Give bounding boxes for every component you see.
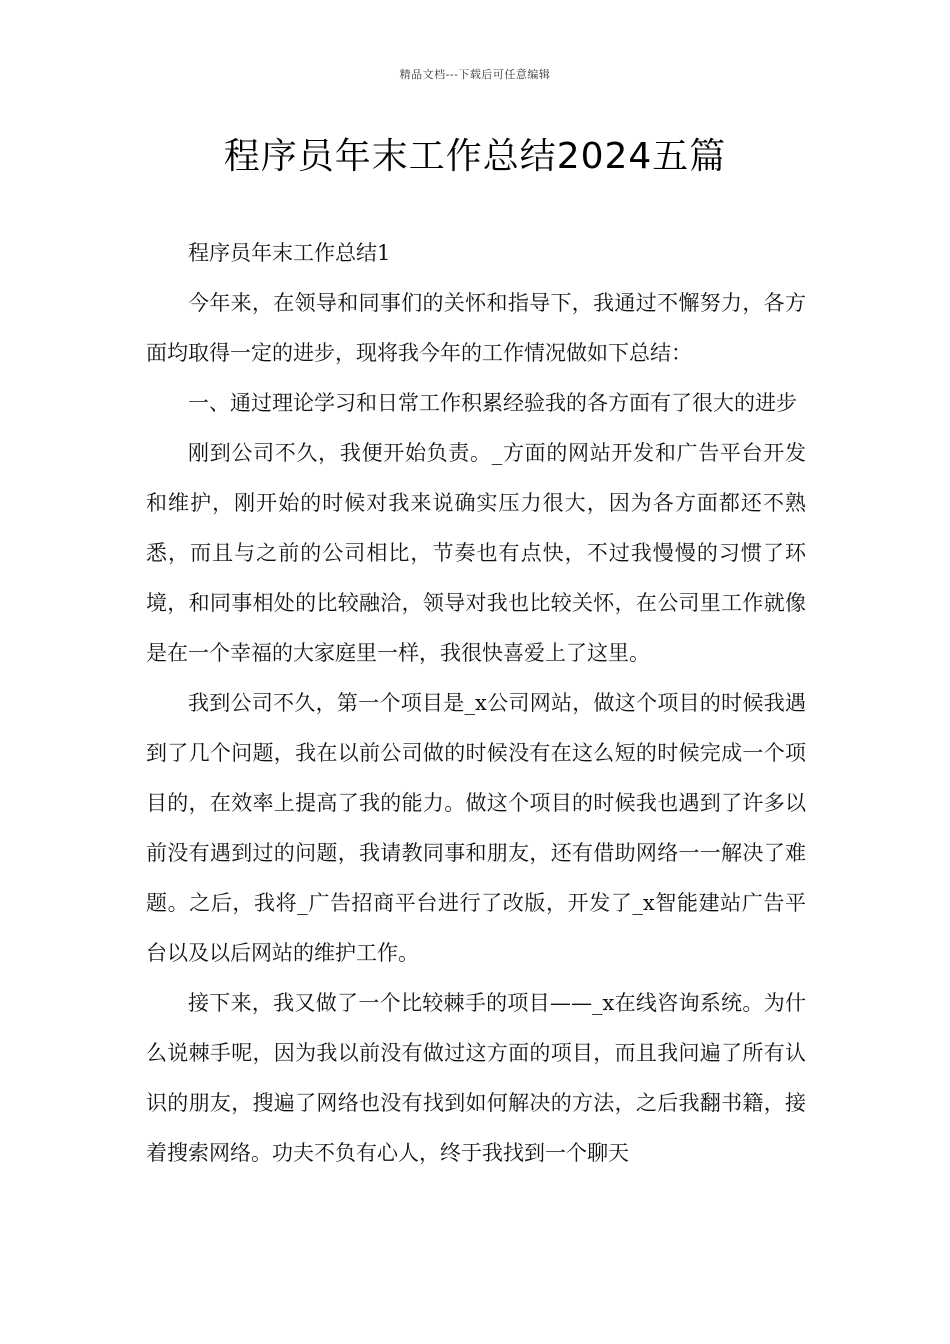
document-title: 程序员年末工作总结2024五篇	[223, 136, 727, 177]
header-note: 精品文档---下载后可任意编辑	[399, 68, 551, 81]
paragraph: 刚到公司不久，我便开始负责。_方面的网站开发和广告平台开发和维护，刚开始的时候对我来说确实压力很大，因为各方面都还不熟悉，而且与之前的公司相比，节奏也有点快，不过我慢慢的习惯了环境，和同事相处的比较融洽，领导对我也比较关怀，在公司里工作就像是在一个幸福的大家庭里一样，我很快喜爱上了这里。	[146, 441, 806, 665]
paragraph: 接下来，我又做了一个比较棘手的项目——_x在线咨询系统。为什么说棘手呢，因为我以前没有做过这方面的项目，而且我问遍了所有认识的朋友，搜遍了网络也没有找到如何解决的方法，之后我翻书籍，接着搜索网络。功夫不负有心人，终于我找到一个聊天	[146, 991, 806, 1165]
section-heading: 程序员年末工作总结1	[188, 241, 391, 265]
document-body	[146, 228, 806, 1178]
paragraph: 今年来，在领导和同事们的关怀和指导下，我通过不懈努力，各方面均取得一定的进步，现将我今年的工作情况做如下总结：	[146, 291, 806, 365]
paragraph: 一、通过理论学习和日常工作积累经验我的各方面有了很大的进步	[188, 391, 797, 415]
paragraph: 我到公司不久，第一个项目是_x公司网站，做这个项目的时候我遇到了几个问题，我在以前公司做的时候没有在这么短的时候完成一个项目的，在效率上提高了我的能力。做这个项目的时候我也遇到了许多以前没有遇到过的问题，我请教同事和朋友，还有借助网络一一解决了难题。之后，我将_广告招商平台进行了改版，开发了_x智能建站广告平台以及以后网站的维护工作。	[146, 691, 806, 965]
